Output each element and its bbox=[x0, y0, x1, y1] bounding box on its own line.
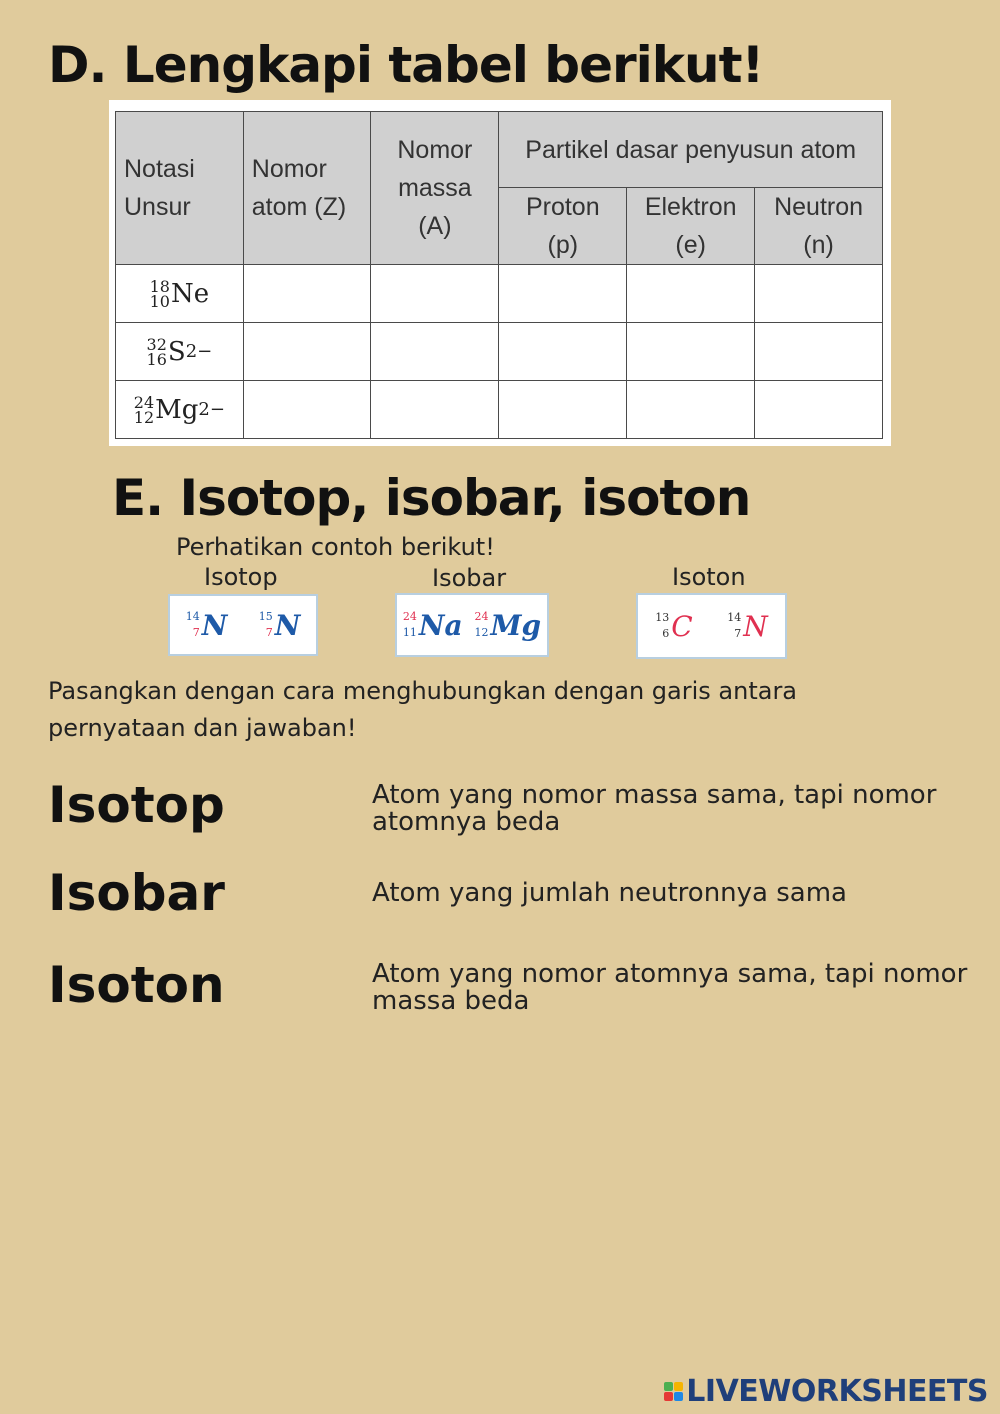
section-d-title: D. Lengkapi tabel berikut! bbox=[48, 36, 764, 94]
element-table bbox=[115, 111, 883, 439]
atomic-number: 7 bbox=[192, 626, 200, 639]
element-symbol: N bbox=[274, 608, 301, 642]
answer-cell[interactable] bbox=[627, 323, 755, 381]
header-partikel-dasar: Partikel dasar penyusun atom bbox=[499, 112, 883, 188]
nuclide bbox=[727, 610, 768, 643]
atomic-number: 12 bbox=[474, 626, 489, 639]
ion-charge: 2− bbox=[185, 341, 213, 362]
answer-cell[interactable] bbox=[243, 323, 371, 381]
answer-cell[interactable] bbox=[755, 381, 883, 439]
nuclide bbox=[259, 609, 301, 642]
term-isoton[interactable]: Isoton bbox=[48, 956, 225, 1014]
notasi-cell bbox=[116, 381, 244, 439]
answer-cell[interactable] bbox=[371, 381, 499, 439]
mass-number: 14 bbox=[727, 611, 742, 624]
section-e-title: E. Isotop, isobar, isoton bbox=[112, 469, 751, 527]
definition-isobar[interactable]: Atom yang nomor massa sama, tapi nomor atomnya beda bbox=[372, 780, 937, 837]
header-nomor-atom: Nomor atom (Z) bbox=[243, 112, 371, 265]
term-isobar[interactable]: Isobar bbox=[48, 864, 225, 922]
mass-number: 15 bbox=[258, 610, 273, 623]
atomic-number: 6 bbox=[662, 627, 670, 640]
atomic-number: 7 bbox=[734, 627, 742, 640]
header-proton: Proton (p) bbox=[499, 188, 627, 265]
isotop-example bbox=[168, 594, 318, 656]
atomic-number: 7 bbox=[265, 626, 273, 639]
ion-charge: 2− bbox=[198, 399, 225, 420]
header-notasi-unsur: Notasi Unsur bbox=[116, 112, 244, 265]
nuclide bbox=[474, 609, 541, 642]
header-elektron: Elektron (e) bbox=[627, 188, 755, 265]
mass-number: 24 bbox=[474, 610, 489, 623]
element-symbol: Ne bbox=[170, 278, 210, 309]
answer-cell[interactable] bbox=[243, 381, 371, 439]
atomic-number: 16 bbox=[146, 349, 167, 369]
mass-number: 24 bbox=[402, 610, 417, 623]
example-label-isotop: Isotop bbox=[204, 563, 278, 591]
example-label-isobar: Isobar bbox=[432, 564, 507, 592]
definition-isoton[interactable]: Atom yang jumlah neutronnya sama bbox=[372, 878, 847, 908]
header-nomor-massa: Nomor massa (A) bbox=[371, 112, 499, 265]
notasi-cell bbox=[116, 265, 244, 323]
element-symbol: Mg bbox=[490, 608, 542, 642]
term-isotop[interactable]: Isotop bbox=[48, 776, 225, 834]
header-neutron: Neutron (n) bbox=[755, 188, 883, 265]
element-table-card bbox=[109, 100, 891, 446]
nuclide-notation bbox=[116, 265, 243, 322]
example-label-isoton: Isoton bbox=[672, 563, 746, 591]
atomic-number: 12 bbox=[133, 407, 155, 427]
element-symbol: S bbox=[167, 336, 186, 367]
atomic-number: 10 bbox=[149, 291, 170, 311]
element-symbol: C bbox=[671, 609, 693, 643]
answer-cell[interactable] bbox=[499, 265, 627, 323]
answer-cell[interactable] bbox=[499, 323, 627, 381]
liveworksheets-logo bbox=[664, 1374, 988, 1409]
answer-cell[interactable] bbox=[243, 265, 371, 323]
nuclide-notation bbox=[116, 323, 243, 380]
mass-number: 24 bbox=[133, 392, 155, 412]
notasi-cell bbox=[116, 323, 244, 381]
table-row bbox=[116, 265, 883, 323]
intro-text: Perhatikan contoh berikut! bbox=[176, 533, 495, 561]
table-row bbox=[116, 381, 883, 439]
answer-cell[interactable] bbox=[371, 265, 499, 323]
nuclide-notation bbox=[116, 381, 243, 438]
mass-number: 13 bbox=[655, 611, 670, 624]
mass-number: 32 bbox=[146, 334, 167, 354]
answer-cell[interactable] bbox=[755, 323, 883, 381]
atomic-number: 11 bbox=[402, 626, 417, 639]
element-symbol: N bbox=[743, 609, 768, 643]
answer-cell[interactable] bbox=[755, 265, 883, 323]
answer-cell[interactable] bbox=[499, 381, 627, 439]
logo-grid-icon bbox=[664, 1382, 683, 1401]
element-symbol: N bbox=[201, 608, 228, 642]
isoton-example bbox=[636, 593, 787, 659]
isobar-example bbox=[395, 593, 549, 657]
table-row bbox=[116, 323, 883, 381]
mass-number: 18 bbox=[149, 276, 170, 296]
brand-name: LIVEWORKSHEETS bbox=[686, 1374, 988, 1409]
nuclide bbox=[186, 609, 228, 642]
mass-number: 14 bbox=[185, 610, 200, 623]
answer-cell[interactable] bbox=[627, 381, 755, 439]
answer-cell[interactable] bbox=[627, 265, 755, 323]
nuclide bbox=[403, 609, 463, 642]
element-symbol: Na bbox=[418, 608, 463, 642]
answer-cell[interactable] bbox=[371, 323, 499, 381]
element-symbol: Mg bbox=[155, 394, 199, 425]
instruction-text: Pasangkan dengan cara menghubungkan dengan garis antara pernyataan dan jawaban! bbox=[48, 677, 798, 742]
definition-isotop[interactable]: Atom yang nomor atomnya sama, tapi nomor massa beda bbox=[372, 959, 968, 1016]
nuclide bbox=[655, 610, 692, 643]
